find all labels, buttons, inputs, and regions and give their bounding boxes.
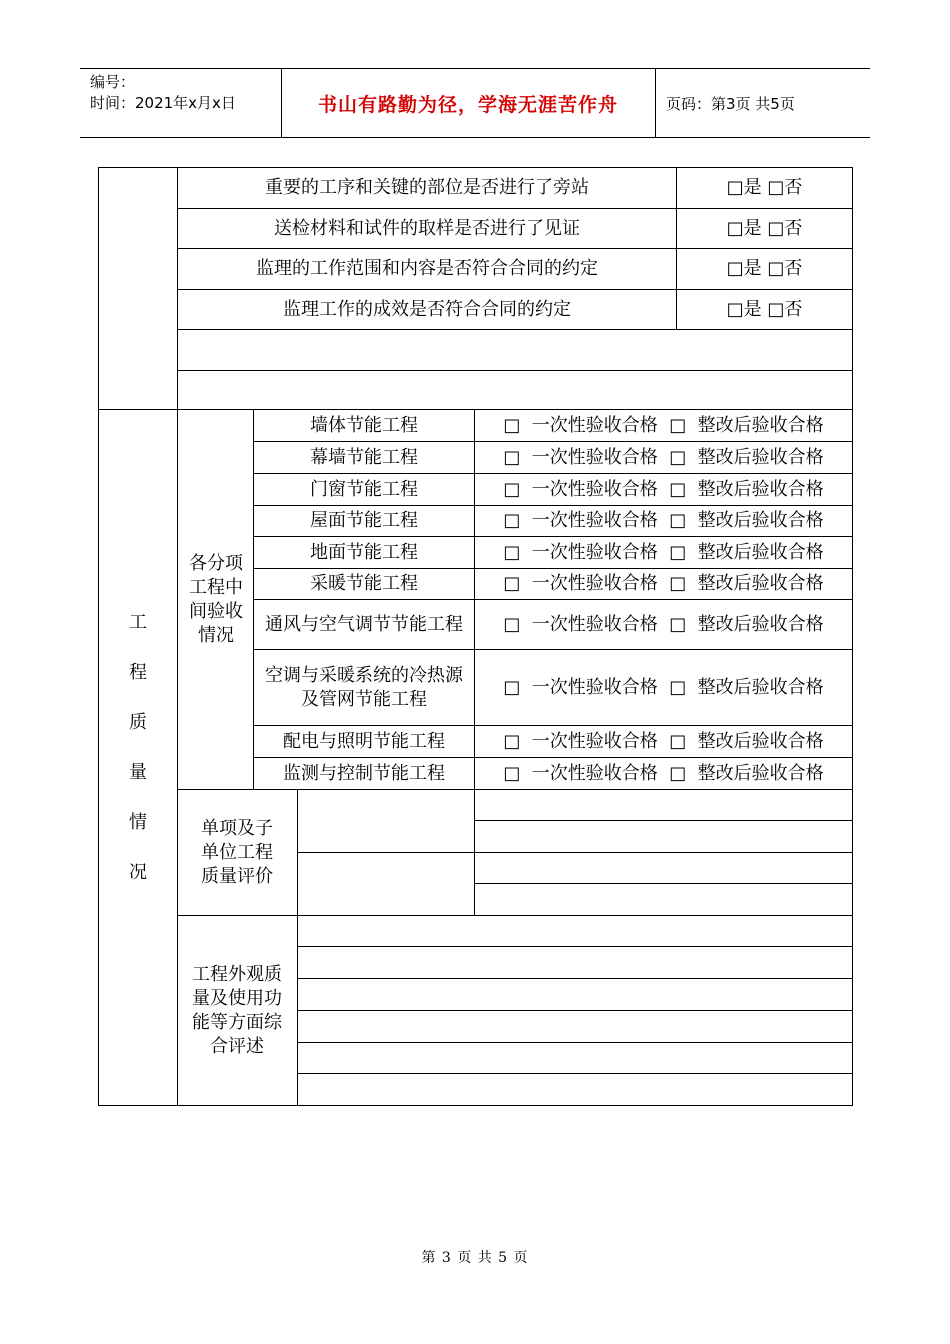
yes-no-checkbox[interactable]: □是 □否	[726, 298, 803, 320]
acceptance-checkbox[interactable]: □ 一次性验收合格 □ 整改后验收合格	[503, 573, 824, 594]
document-time: 时间：2021年x月x日	[90, 94, 236, 112]
vertical-char: 程	[129, 662, 147, 683]
subitem-name: 采暖节能工程	[310, 573, 418, 594]
header-meta	[90, 72, 236, 114]
row-divider	[177, 370, 853, 371]
yes-no-checkbox[interactable]: □是 □否	[726, 258, 803, 279]
header-page-info: 页码：第3页 共5页	[666, 94, 795, 113]
row-divider	[297, 946, 853, 947]
header-divider	[655, 69, 656, 137]
header-motto: 书山有路勤为径，学海无涯苦作舟	[317, 93, 618, 116]
acceptance-checkbox[interactable]: □ 一次性验收合格 □ 整改后验收合格	[503, 446, 824, 468]
check-item-label: 监理的工作范围和内容是否符合合同的约定	[256, 258, 598, 279]
yes-no-checkbox[interactable]: □是 □否	[726, 217, 803, 239]
page-header	[80, 68, 870, 138]
vertical-char: 况	[129, 862, 147, 883]
acceptance-checkbox[interactable]: □ 一次性验收合格 □ 整改后验收合格	[503, 541, 824, 563]
page-footer: 第 3 页 共 5 页	[421, 1250, 529, 1266]
subitem-name: 幕墙节能工程	[310, 446, 418, 468]
table-border-right	[852, 167, 853, 1106]
acceptance-checkbox[interactable]: □ 一次性验收合格 □ 整改后验收合格	[503, 478, 824, 500]
acceptance-checkbox[interactable]: □ 一次性验收合格 □ 整改后验收合格	[503, 414, 824, 436]
subitem-name: 空调与采暖系统的冷热源及管网节能工程	[265, 664, 463, 710]
appearance-review-label: 工程外观质量及使用功能等方面综合评述	[192, 963, 282, 1057]
column-divider	[297, 789, 298, 1106]
single-unit-evaluation-label: 单项及子单位工程质量评价	[201, 817, 273, 887]
acceptance-checkbox[interactable]: □ 一次性验收合格 □ 整改后验收合格	[503, 762, 824, 784]
document-number-label: 编号：	[90, 73, 136, 91]
subitem-name: 配电与照明节能工程	[283, 730, 445, 752]
subitem-name: 门窗节能工程	[310, 478, 418, 500]
table-border-bottom	[98, 1105, 853, 1106]
row-divider	[297, 1042, 853, 1043]
row-divider	[297, 1010, 853, 1011]
acceptance-checkbox[interactable]: □ 一次性验收合格 □ 整改后验收合格	[503, 613, 824, 635]
row-divider	[297, 852, 853, 853]
subitem-name: 屋面节能工程	[310, 510, 418, 531]
acceptance-checkbox[interactable]: □ 一次性验收合格 □ 整改后验收合格	[503, 676, 824, 698]
row-divider	[177, 329, 853, 330]
subitem-name: 地面节能工程	[310, 541, 418, 563]
subitem-name: 墙体节能工程	[310, 414, 418, 436]
subitem-group-label: 各分项工程中间验收情况	[189, 552, 243, 646]
vertical-char: 量	[129, 762, 147, 783]
row-divider	[297, 1073, 853, 1074]
check-item-label: 监理工作的成效是否符合合同的约定	[283, 298, 571, 320]
row-divider	[474, 820, 853, 821]
vertical-char: 工	[129, 612, 147, 633]
vertical-char: 质	[129, 712, 147, 733]
quality-vertical-label	[99, 611, 177, 911]
row-divider	[474, 883, 853, 884]
acceptance-checkbox[interactable]: □ 一次性验收合格 □ 整改后验收合格	[503, 730, 824, 752]
acceptance-checkbox[interactable]: □ 一次性验收合格 □ 整改后验收合格	[503, 510, 824, 531]
subitem-name: 监测与控制节能工程	[283, 762, 445, 784]
row-divider	[297, 978, 853, 979]
check-item-label: 送检材料和试件的取样是否进行了见证	[274, 217, 580, 239]
yes-no-checkbox[interactable]: □是 □否	[726, 177, 803, 198]
subitem-name: 通风与空气调节节能工程	[265, 613, 463, 635]
check-item-label: 重要的工序和关键的部位是否进行了旁站	[265, 177, 589, 198]
vertical-char: 情	[129, 812, 147, 833]
